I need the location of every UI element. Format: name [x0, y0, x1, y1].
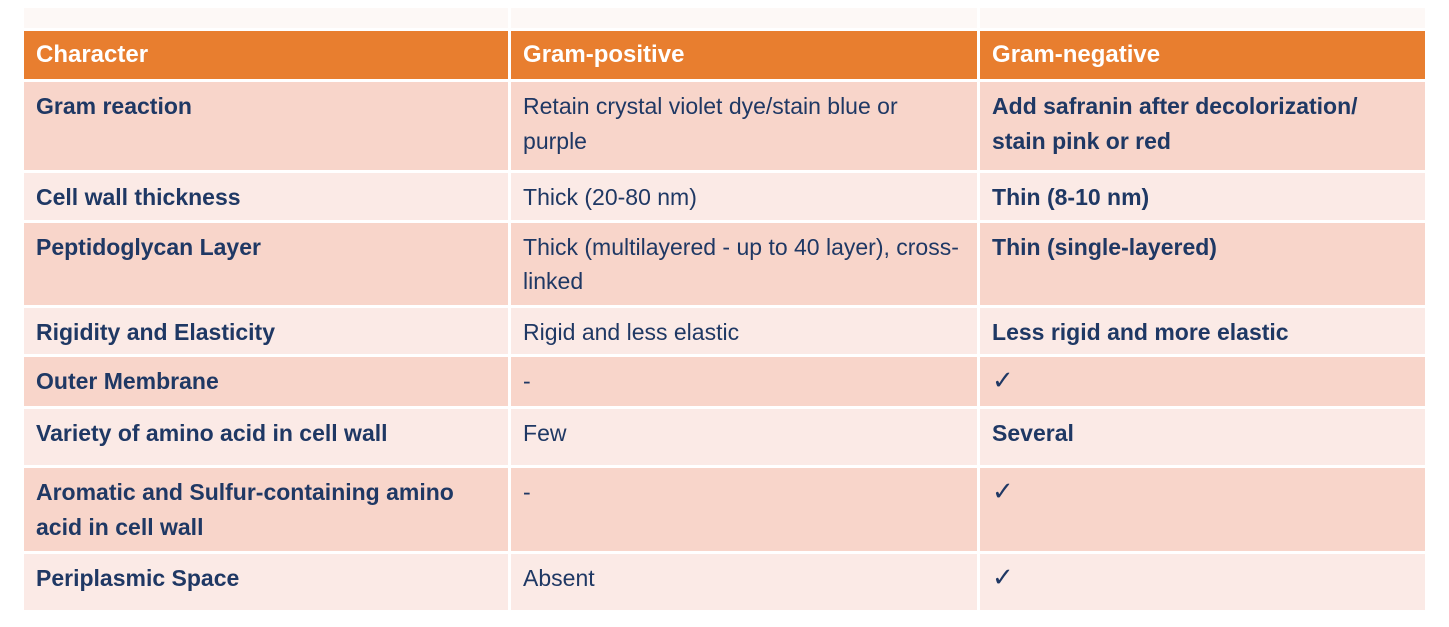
- cell-text: Cell wall thickness: [36, 184, 241, 210]
- table-row: [24, 82, 1425, 170]
- spacer-cell: [980, 8, 1425, 28]
- character-cell: [24, 357, 508, 406]
- gram-positive-cell: [511, 409, 977, 465]
- gram-negative-cell: [980, 308, 1425, 355]
- cell-text: Periplasmic Space: [36, 565, 240, 591]
- character-cell: [24, 82, 508, 170]
- gram-comparison-table: [21, 5, 1428, 613]
- cell-text: Add safranin after decolorization/ stain pink or red: [992, 93, 1358, 154]
- cell-text: Peptidoglycan Layer: [36, 233, 261, 260]
- character-cell: [24, 308, 508, 355]
- character-cell: [24, 223, 508, 305]
- cell-text: Several: [992, 420, 1074, 446]
- cell-text: Retain crystal violet dye/stain blue or purple: [523, 93, 898, 154]
- character-cell: [24, 409, 508, 465]
- gram-negative-cell: [980, 468, 1425, 551]
- cell-text: Thin (8-10 nm): [992, 184, 1150, 210]
- table-row: [24, 409, 1425, 465]
- gram-positive-cell: [511, 173, 977, 220]
- cell-text: Outer Membrane: [36, 368, 219, 394]
- cell-text: Less rigid and more elastic: [992, 318, 1289, 345]
- table-row: [24, 357, 1425, 406]
- gram-negative-cell: [980, 223, 1425, 305]
- character-cell: [24, 173, 508, 220]
- gram-negative-cell: [980, 173, 1425, 220]
- cell-text: Thick (20-80 nm): [523, 184, 697, 210]
- table-top-spacer-row: [24, 8, 1425, 28]
- cell-text: Thin (single-layered): [992, 233, 1217, 260]
- table-row: [24, 308, 1425, 355]
- gram-negative-cell: [980, 554, 1425, 610]
- header-row: [24, 31, 1425, 79]
- cell-text: Rigidity and Elasticity: [36, 318, 275, 345]
- gram-positive-cell: [511, 308, 977, 355]
- cell-text: -: [523, 479, 531, 505]
- table-row: [24, 173, 1425, 220]
- cell-text: Variety of amino acid in cell wall: [36, 420, 388, 446]
- gram-positive-cell: [511, 82, 977, 170]
- gram-positive-cell: [511, 357, 977, 406]
- gram-negative-cell: [980, 357, 1425, 406]
- gram-negative-cell: [980, 82, 1425, 170]
- cell-text: Aromatic and Sulfur-containing amino acid in cell wall: [36, 479, 454, 540]
- gram-negative-cell: [980, 409, 1425, 465]
- cell-text: Few: [523, 420, 567, 446]
- checkmark-icon: ✓: [992, 365, 1014, 395]
- table-row: [24, 223, 1425, 305]
- gram-positive-cell: [511, 468, 977, 551]
- cell-text: Rigid and less elastic: [523, 318, 740, 345]
- table-row: [24, 554, 1425, 610]
- character-cell: [24, 468, 508, 551]
- character-cell: [24, 554, 508, 610]
- column-header-gram-negative: Gram-negative: [980, 31, 1425, 79]
- spacer-cell: [511, 8, 977, 28]
- column-header-gram-positive: Gram-positive: [511, 31, 977, 79]
- table-row: [24, 468, 1425, 551]
- gram-positive-cell: [511, 554, 977, 610]
- column-header-character: Character: [24, 31, 508, 79]
- cell-text: Thick (multilayered - up to 40 layer), cross-linked: [523, 233, 959, 294]
- checkmark-icon: ✓: [992, 476, 1014, 506]
- checkmark-icon: ✓: [992, 562, 1014, 592]
- cell-text: Absent: [523, 565, 595, 591]
- cell-text: -: [523, 368, 531, 394]
- gram-positive-cell: [511, 223, 977, 305]
- cell-text: Gram reaction: [36, 93, 192, 119]
- spacer-cell: [24, 8, 508, 28]
